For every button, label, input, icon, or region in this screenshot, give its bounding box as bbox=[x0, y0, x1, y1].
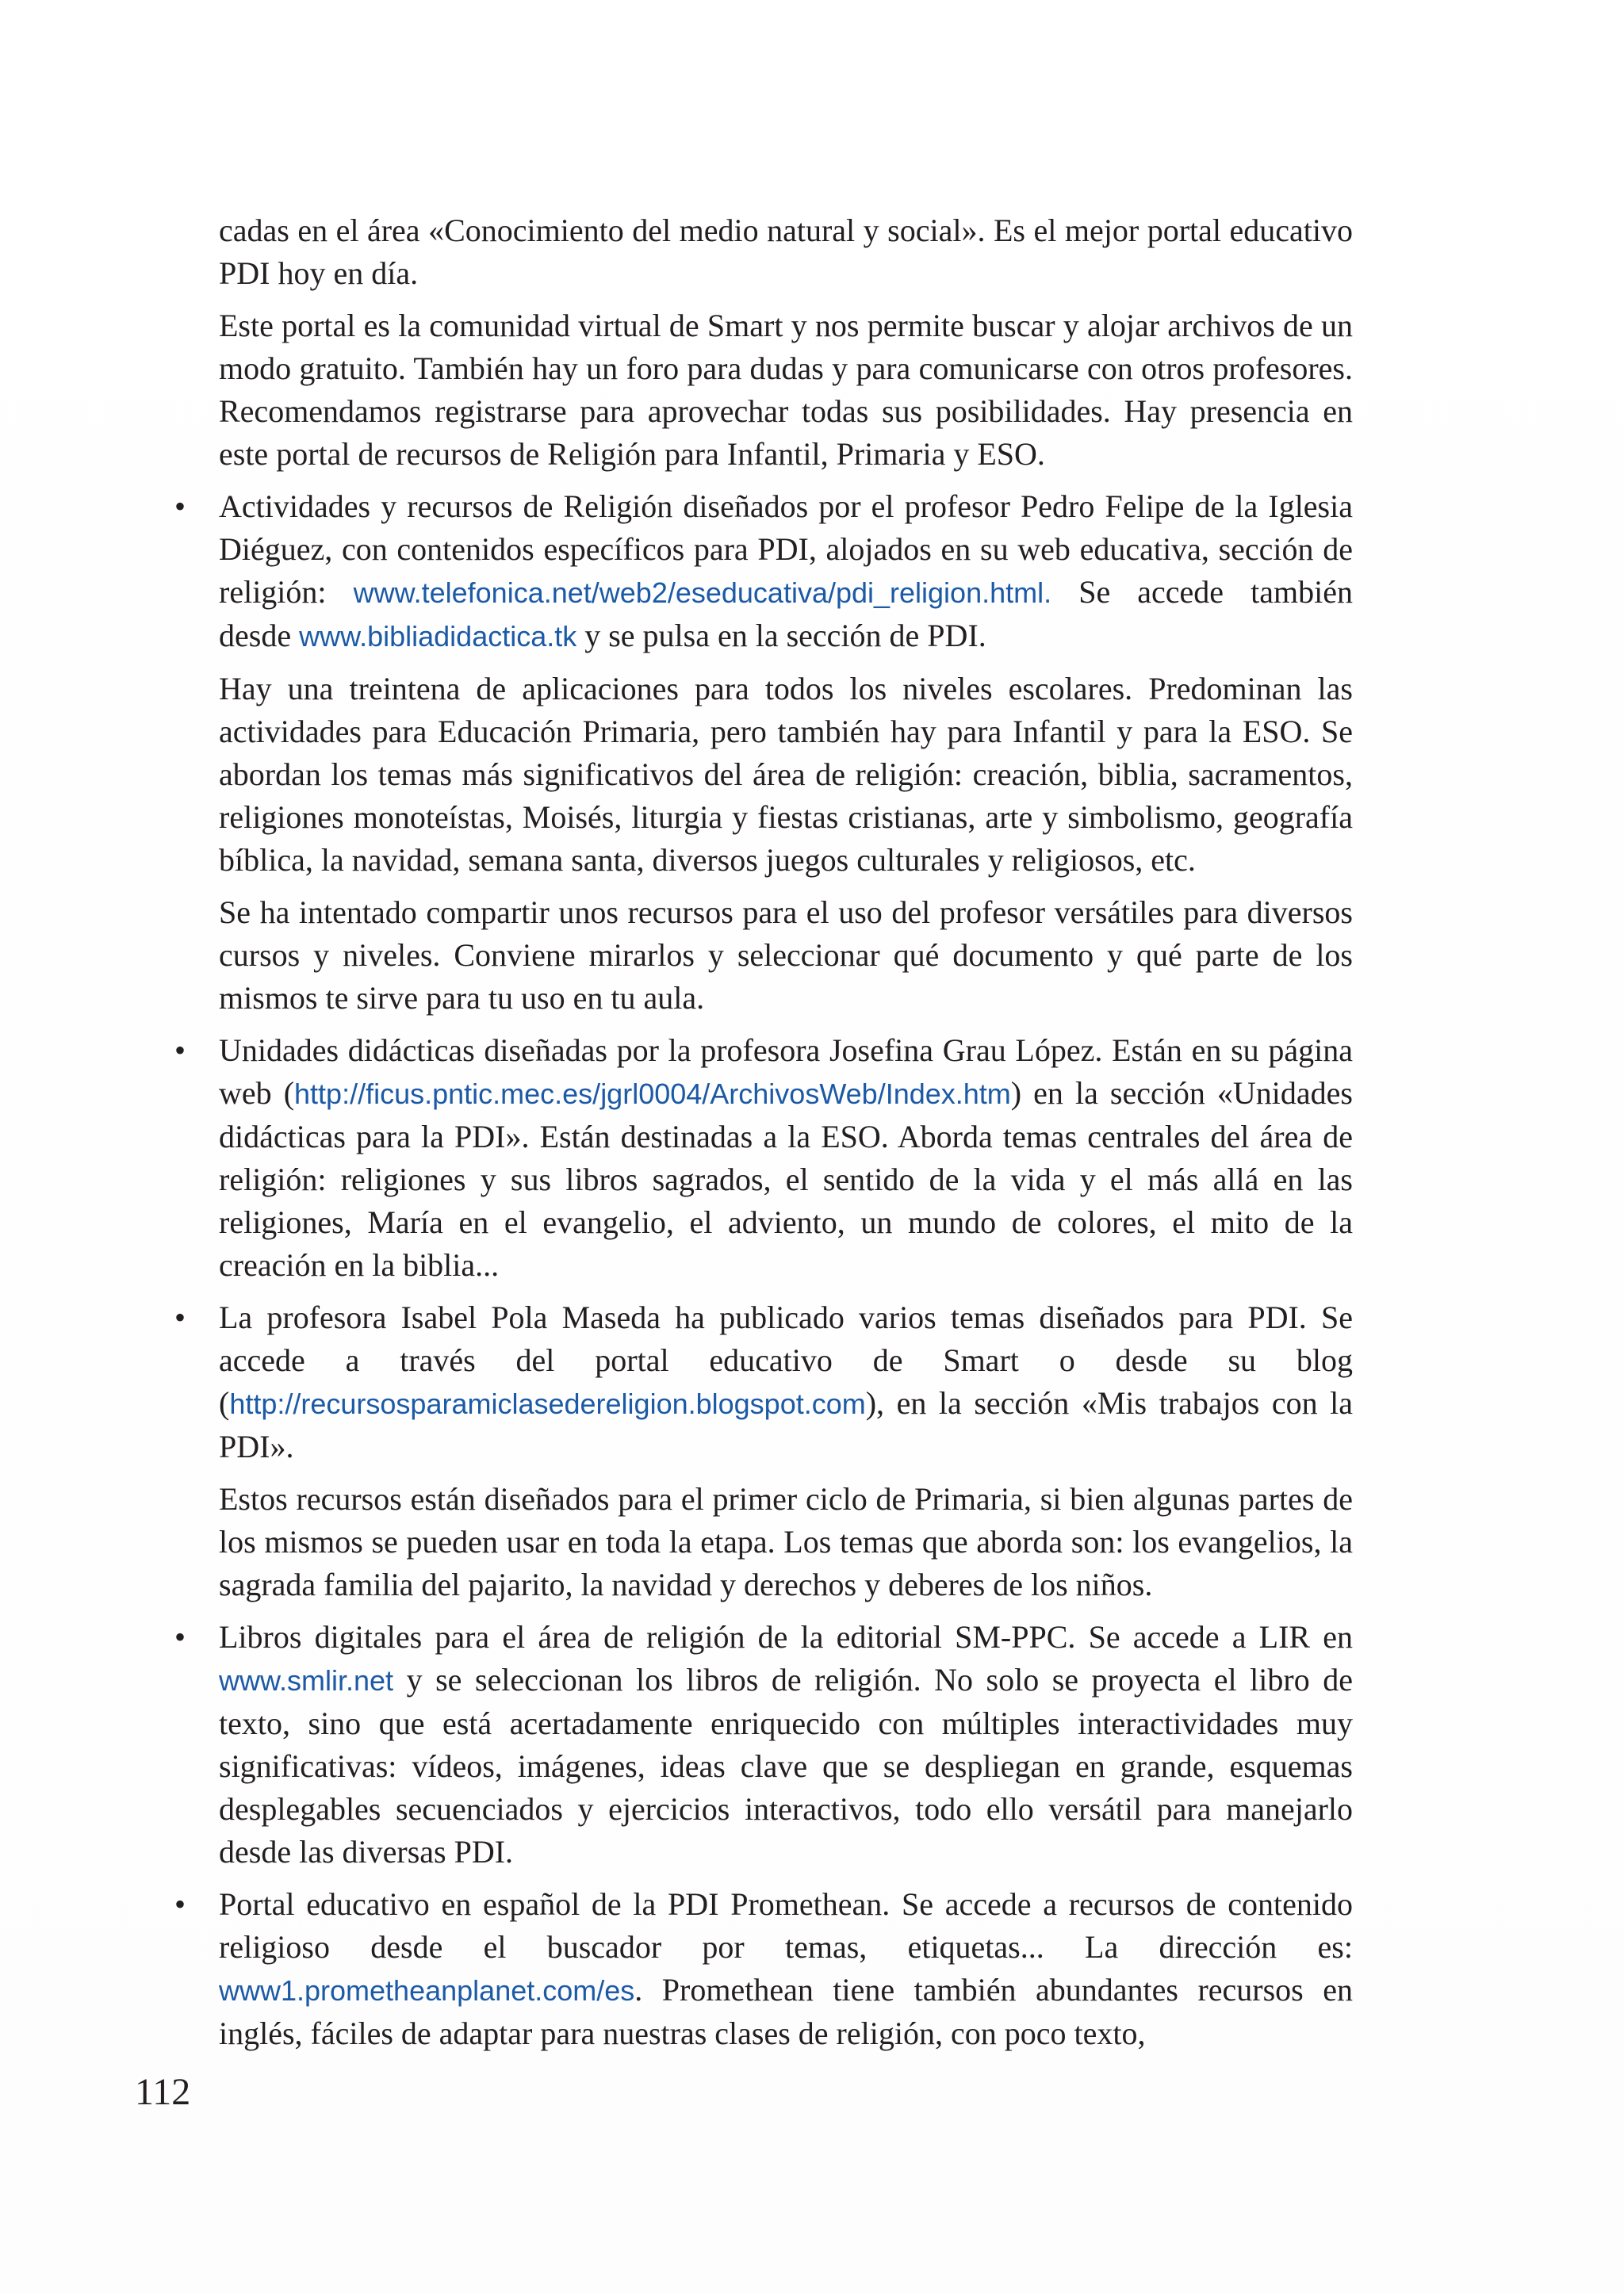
list-item-pedro-felipe bbox=[174, 485, 1353, 658]
list-item-text: Actividades y recursos de Religión diseñados por el profesor Pedro Felipe de la Iglesia Diéguez, con contenidos específicos para PDI, alojados en su web educativa, sección de religión: www.telefonica.net/web2/eseducativa/pdi_religion.html. Se accede también desde www.bibliadidactica.tk y se pulsa en la sección de PDI. bbox=[219, 488, 1353, 653]
list-item-text: La profesora Isabel Pola Maseda ha publicado varios temas diseñados para PDI. Se accede a través del portal educativo de Smart o desde su blog (http://recursosparamiclasedereligion.blogspot.com), en la sección «Mis trabajos con la PDI». bbox=[219, 1300, 1353, 1464]
page-body bbox=[174, 209, 1353, 2065]
bullet-marker: • bbox=[174, 1032, 186, 1068]
list-item-text: Portal educativo en español de la PDI Promethean. Se accede a recursos de contenido religioso desde el buscador por temas, etiquetas... La dirección es: www1.prometheanplanet.com/es. Promethean tiene también abundantes recursos en inglés, fáciles de adaptar para nuestras clases de religión, con poco texto, bbox=[219, 1886, 1353, 2051]
bullet-marker: • bbox=[174, 1619, 186, 1655]
paragraph-smart-portal: Este portal es la comunidad virtual de Smart y nos permite buscar y alojar archivos de un modo gratuito. También hay un foro para dudas y para comunicarse con otros profesores. Recomendamos registrarse para aprovechar todas sus posibilidades. Hay presencia en este portal de recursos de Religión para Infantil, Primaria y ESO. bbox=[219, 308, 1353, 472]
bullet-marker: • bbox=[174, 1886, 186, 1922]
paragraph-treintena: Hay una treintena de aplicaciones para todos los niveles escolares. Predominan las actividades para Educación Primaria, pero también hay para Infantil y para la ESO. Se abordan los temas más significativos del área de religión: creación, biblia, sacramentos, religiones monoteístas, Moisés, liturgia y fiestas cristianas, arte y simbolismo, geografía bíblica, la navidad, semana santa, diversos juegos culturales y religiosos, etc. bbox=[219, 671, 1353, 878]
link-bibliadidactica[interactable]: www.bibliadidactica.tk bbox=[299, 620, 577, 653]
link-blogspot[interactable]: http://recursosparamiclasedereligion.blogspot.com bbox=[229, 1388, 866, 1420]
page-number: 112 bbox=[135, 2071, 191, 2113]
link-telefonica[interactable]: www.telefonica.net/web2/eseducativa/pdi_religion.html. bbox=[353, 576, 1052, 609]
bullet-marker: • bbox=[174, 1300, 186, 1335]
bullet-marker: • bbox=[174, 488, 186, 524]
list-item-isabel-pola bbox=[174, 1296, 1353, 1468]
link-prometheanplanet[interactable]: www1.prometheanplanet.com/es bbox=[219, 1974, 635, 2007]
paragraph-compartir: Se ha intentado compartir unos recursos para el uso del profesor versátiles para diversos cursos y niveles. Conviene mirarlos y seleccionar qué documento y qué parte de los mismos te sirve para tu uso en tu aula. bbox=[219, 894, 1353, 1016]
paragraph-primer-ciclo: Estos recursos están diseñados para el primer ciclo de Primaria, si bien algunas partes de los mismos se pueden usar en toda la etapa. Los temas que aborda son: los evangelios, la sagrada familia del pajarito, la navidad y derechos y deberes de los niños. bbox=[219, 1481, 1353, 1602]
list-item-sm-ppc bbox=[174, 1616, 1353, 1874]
paragraph-intro: cadas en el área «Conocimiento del medio natural y social». Es el mejor portal educativo PDI hoy en día. bbox=[219, 212, 1353, 291]
link-smlir[interactable]: www.smlir.net bbox=[219, 1664, 394, 1697]
link-ficus-pntic[interactable]: http://ficus.pntic.mec.es/jgrl0004/ArchivosWeb/Index.htm bbox=[294, 1078, 1011, 1110]
list-item-josefina-grau bbox=[174, 1029, 1353, 1287]
list-item-promethean bbox=[174, 1883, 1353, 2055]
list-item-text: Unidades didácticas diseñadas por la profesora Josefina Grau López. Están en su página web (http://ficus.pntic.mec.es/jgrl0004/ArchivosWeb/Index.htm) en la sección «Unidades didácticas para la PDI». Están destinadas a la ESO. Aborda temas centrales del área de religión: religiones y sus libros sagrados, el sentido de la vida y el más allá en las religiones, María en el evangelio, el adviento, un mundo de colores, el mito de la creación en la biblia... bbox=[219, 1032, 1353, 1283]
list-item-text: Libros digitales para el área de religión de la editorial SM-PPC. Se accede a LIR en www.smlir.net y se seleccionan los libros de religión. No solo se proyecta el libro de texto, sino que está acertadamente enriquecido con múltiples interactividades muy significativas: vídeos, imágenes, ideas clave que se despliegan en grande, esquemas desplegables secuenciados y ejercicios interactivos, todo ello versátil para manejarlo desde las diversas PDI. bbox=[219, 1619, 1353, 1870]
